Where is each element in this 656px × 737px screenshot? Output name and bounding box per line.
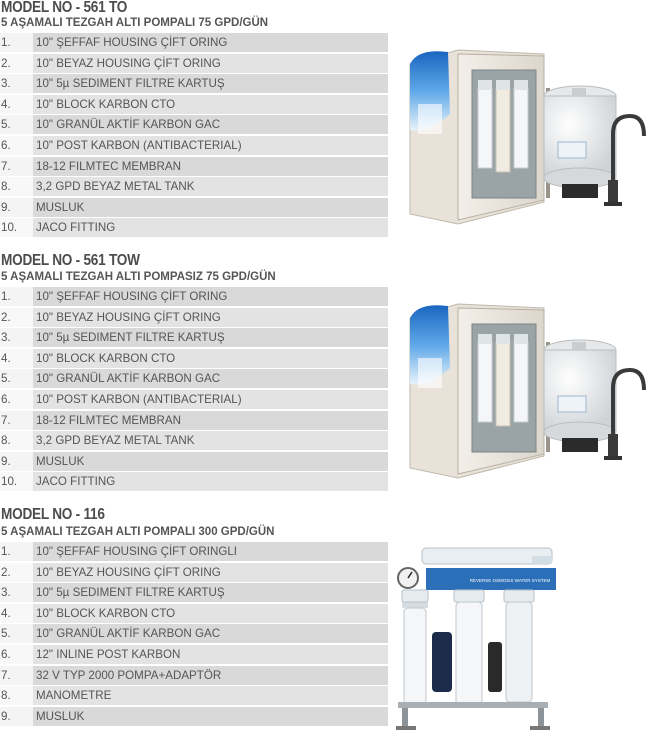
- spec-number: 7.: [0, 411, 33, 430]
- spec-number: 2.: [0, 563, 33, 582]
- spec-text: JACO FITTING: [33, 218, 388, 237]
- spec-text: MUSLUK: [33, 707, 388, 726]
- model-title: MODEL NO - 561 TOW: [1, 252, 140, 269]
- spec-row: [0, 308, 388, 327]
- spec-text: 10" GRANÜL AKTİF KARBON GAC: [33, 115, 388, 134]
- spec-row: [0, 707, 388, 726]
- spec-row: [0, 218, 388, 237]
- spec-row: [0, 390, 388, 409]
- spec-number: 9.: [0, 707, 33, 726]
- spec-row: [0, 95, 388, 114]
- model-subtitle: 5 AŞAMALI TEZGAH ALTI POMPASIZ 75 GPD/GÜN: [1, 271, 276, 283]
- spec-row: [0, 604, 388, 623]
- spec-text: 10" ŞEFFAF HOUSING ÇİFT ORINGLI: [33, 542, 388, 561]
- spec-row: [0, 198, 388, 217]
- spec-text: MANOMETRE: [33, 686, 388, 705]
- spec-number: 6.: [0, 136, 33, 155]
- product-image-ro-cabinet: [398, 44, 650, 234]
- spec-text: 10" BEYAZ HOUSING ÇİFT ORING: [33, 54, 388, 73]
- spec-number: 1.: [0, 542, 33, 561]
- model-subtitle: 5 AŞAMALI TEZGAH ALTI POMPALI 75 GPD/GÜN: [1, 17, 269, 29]
- spec-text: 18-12 FILMTEC MEMBRAN: [33, 157, 388, 176]
- spec-row: [0, 686, 388, 705]
- product-image-ro-unit: [392, 542, 567, 732]
- spec-number: 7.: [0, 666, 33, 685]
- spec-text: 10" POST KARBON (ANTIBACTERIAL): [33, 136, 388, 155]
- spec-text: 10" ŞEFFAF HOUSING ÇİFT ORING: [33, 33, 388, 52]
- spec-text: 10" ŞEFFAF HOUSING ÇİFT ORING: [33, 287, 388, 306]
- spec-row: [0, 411, 388, 430]
- spec-row: [0, 369, 388, 388]
- spec-text: 10" BLOCK KARBON CTO: [33, 349, 388, 368]
- spec-number: 10.: [0, 218, 33, 237]
- spec-number: 10.: [0, 472, 33, 491]
- spec-row: [0, 54, 388, 73]
- spec-row: [0, 583, 388, 602]
- spec-number: 5.: [0, 115, 33, 134]
- spec-row: [0, 157, 388, 176]
- spec-text: JACO FITTING: [33, 472, 388, 491]
- spec-text: 10" GRANÜL AKTİF KARBON GAC: [33, 624, 388, 643]
- spec-text: 10" 5µ SEDIMENT FILTRE KARTUŞ: [33, 74, 388, 93]
- spec-row: [0, 33, 388, 52]
- spec-number: 5.: [0, 369, 33, 388]
- spec-row: [0, 74, 388, 93]
- spec-row: [0, 177, 388, 196]
- spec-number: 6.: [0, 390, 33, 409]
- spec-row: [0, 115, 388, 134]
- spec-row: [0, 431, 388, 450]
- spec-text: 10" 5µ SEDIMENT FILTRE KARTUŞ: [33, 583, 388, 602]
- spec-number: 2.: [0, 308, 33, 327]
- spec-text: 10" BLOCK KARBON CTO: [33, 95, 388, 114]
- spec-number: 3.: [0, 583, 33, 602]
- spec-number: 9.: [0, 198, 33, 217]
- spec-row: [0, 563, 388, 582]
- spec-text: 10" BLOCK KARBON CTO: [33, 604, 388, 623]
- spec-row: [0, 452, 388, 471]
- spec-text: 10" POST KARBON (ANTIBACTERIAL): [33, 390, 388, 409]
- spec-text: 10" BEYAZ HOUSING ÇİFT ORING: [33, 308, 388, 327]
- spec-row: [0, 287, 388, 306]
- spec-row: [0, 472, 388, 491]
- model-title: MODEL NO - 561 TO: [1, 0, 128, 16]
- spec-number: 7.: [0, 157, 33, 176]
- spec-row: [0, 624, 388, 643]
- spec-text: 10" 5µ SEDIMENT FILTRE KARTUŞ: [33, 328, 388, 347]
- spec-number: 1.: [0, 287, 33, 306]
- spec-number: 3.: [0, 74, 33, 93]
- spec-number: 6.: [0, 645, 33, 664]
- spec-text: 10" GRANÜL AKTİF KARBON GAC: [33, 369, 388, 388]
- spec-text: 10" BEYAZ HOUSING ÇİFT ORING: [33, 563, 388, 582]
- product-image-ro-cabinet: [398, 298, 650, 488]
- spec-text: MUSLUK: [33, 452, 388, 471]
- filter-system-label: REVERSE OSMOSIS WATER SYSTEM: [469, 578, 551, 583]
- model-subtitle: 5 AŞAMALI TEZGAH ALTI POMPALI 300 GPD/GÜN: [1, 526, 275, 538]
- spec-number: 2.: [0, 54, 33, 73]
- spec-row: [0, 349, 388, 368]
- spec-text: MUSLUK: [33, 198, 388, 217]
- spec-row: [0, 328, 388, 347]
- spec-text: 12" INLINE POST KARBON: [33, 645, 388, 664]
- spec-number: 1.: [0, 33, 33, 52]
- spec-list: [0, 287, 388, 493]
- spec-number: 3.: [0, 328, 33, 347]
- model-title: MODEL NO - 116: [1, 506, 105, 523]
- spec-text: 3,2 GPD BEYAZ METAL TANK: [33, 431, 388, 450]
- spec-number: 8.: [0, 177, 33, 196]
- spec-number: 8.: [0, 686, 33, 705]
- spec-list: [0, 33, 388, 239]
- spec-number: 4.: [0, 349, 33, 368]
- spec-number: 5.: [0, 624, 33, 643]
- spec-text: 3,2 GPD BEYAZ METAL TANK: [33, 177, 388, 196]
- spec-row: [0, 136, 388, 155]
- spec-row: [0, 542, 388, 561]
- spec-number: 8.: [0, 431, 33, 450]
- spec-text: 32 V TYP 2000 POMPA+ADAPTÖR: [33, 666, 388, 685]
- spec-row: [0, 645, 388, 664]
- spec-row: [0, 666, 388, 685]
- spec-text: 18-12 FILMTEC MEMBRAN: [33, 411, 388, 430]
- spec-number: 9.: [0, 452, 33, 471]
- spec-list: [0, 542, 388, 727]
- spec-number: 4.: [0, 604, 33, 623]
- spec-number: 4.: [0, 95, 33, 114]
